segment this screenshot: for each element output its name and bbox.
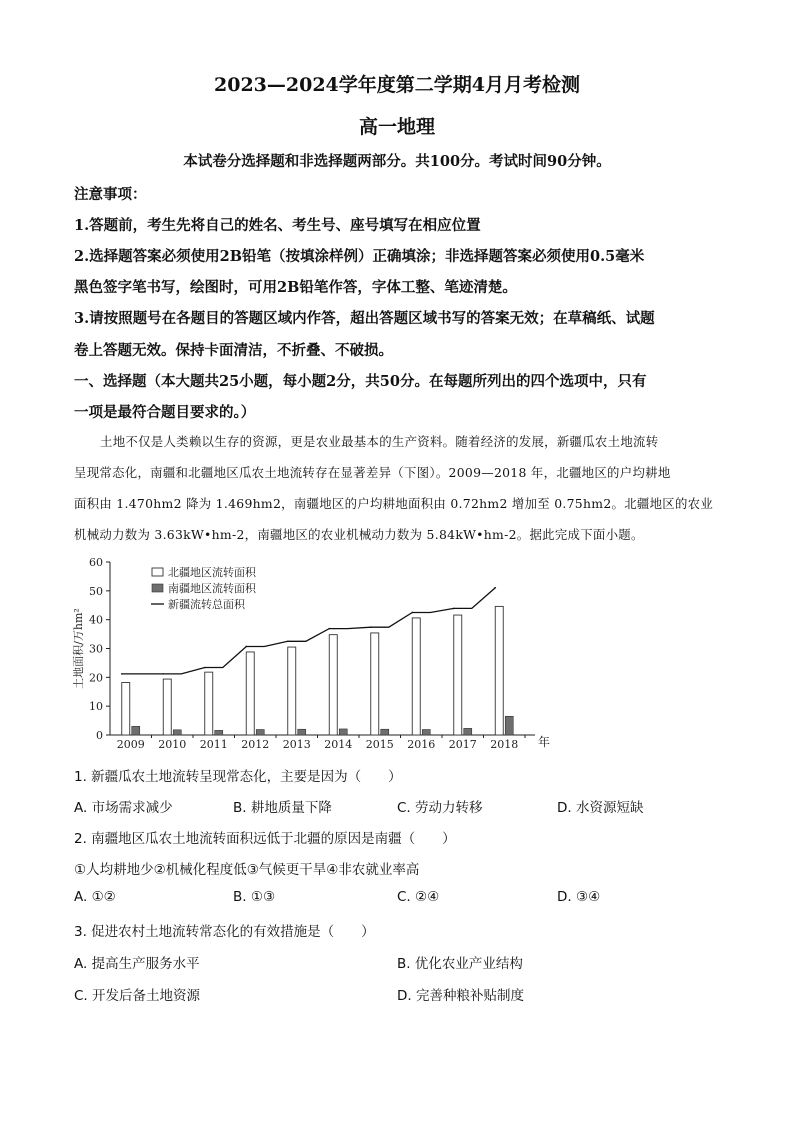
option-d[interactable]: D. 完善种粮补贴制度 <box>397 988 524 1004</box>
question-stem: 3. 促进农村土地流转常态化的有效措施是（ ） <box>74 924 375 940</box>
exam-title: 2023—2024学年度第二学期4月月考检测 <box>214 74 580 96</box>
bar-south-2013 <box>298 729 306 735</box>
bar-south-2018 <box>505 716 513 735</box>
option-b[interactable]: B. 耕地质量下降 <box>233 800 332 816</box>
line-total-point <box>328 628 330 630</box>
line-total-point <box>370 626 372 628</box>
legend-swatch-north <box>152 568 163 576</box>
y-tick-label: 20 <box>89 671 103 685</box>
line-total-point <box>162 673 164 675</box>
x-tick-label: 2016 <box>407 738 436 751</box>
passage-line: 机械动力数为 3.63kW•hm-2，南疆地区的农业机械动力数为 5.84kW•hm-2。据此完成下面小题。 <box>74 527 644 542</box>
line-total-point <box>494 587 496 589</box>
notice-line: 2.选择题答案必须使用2B铅笔（按填涂样例）正确填涂；非选择题答案必须使用0.5毫米 <box>74 248 645 265</box>
passage-line: 面积由 1.470hm2 降为 1.469hm2，南疆地区的户均耕地面积由 0.72hm2 增加至 0.75hm2。北疆地区的农业 <box>74 496 714 511</box>
notice-line: 1.答题前，考生先将自己的姓名、考生号、座号填写在相应位置 <box>74 217 481 234</box>
option-c[interactable]: C. 劳动力转移 <box>397 800 483 816</box>
y-axis-label: 土地面积/万hm² <box>72 608 85 689</box>
line-total-point <box>204 667 206 669</box>
x-tick-label: 2010 <box>158 738 187 751</box>
section-heading-cont: 一项是最符合题目要求的。） <box>74 404 256 421</box>
option-d[interactable]: D. 水资源短缺 <box>557 800 644 816</box>
line-total-point <box>245 646 247 648</box>
notice-line: 卷上答题无效。保持卡面清洁，不折叠、不破损。 <box>74 342 393 359</box>
legend-label-south: 南疆地区流转面积 <box>168 582 256 595</box>
y-tick-label: 60 <box>89 556 103 569</box>
legend-label-north: 北疆地区流转面积 <box>168 566 256 579</box>
bar-south-2011 <box>215 730 223 735</box>
y-tick-label: 10 <box>89 700 103 714</box>
x-tick-label: 2009 <box>116 738 145 751</box>
option-a[interactable]: A. ①② <box>74 889 116 905</box>
x-tick-label: 2014 <box>324 738 353 751</box>
exam-intro: 本试卷分选择题和非选择题两部分。共100分。考试时间90分钟。 <box>183 153 611 170</box>
option-b[interactable]: B. ①③ <box>233 889 276 905</box>
question-choices: ①人均耕地少②机械化程度低③气候更干旱④非农就业率高 <box>74 862 420 878</box>
bar-south-2016 <box>422 730 430 735</box>
bar-north-2017 <box>454 615 462 735</box>
y-tick-label: 0 <box>96 729 103 742</box>
bar-north-2009 <box>122 683 130 735</box>
question-stem: 2. 南疆地区瓜农土地流转面积远低于北疆的原因是南疆（ ） <box>74 831 456 847</box>
subject-title: 高一地理 <box>358 116 435 138</box>
x-axis-label: 年 <box>538 735 550 749</box>
bar-south-2009 <box>132 726 140 735</box>
legend-label-total: 新疆流转总面积 <box>168 598 245 611</box>
land-transfer-chart <box>70 552 550 757</box>
bar-north-2013 <box>288 647 296 735</box>
legend-swatch-south <box>152 584 163 592</box>
option-d[interactable]: D. ③④ <box>557 889 601 905</box>
x-tick-label: 2017 <box>448 738 477 751</box>
bar-south-2012 <box>256 730 264 735</box>
y-tick-label: 40 <box>89 613 103 627</box>
notice-heading: 注意事项： <box>74 186 147 203</box>
bar-north-2012 <box>246 652 254 735</box>
option-b[interactable]: B. 优化农业产业结构 <box>397 956 523 972</box>
option-c[interactable]: C. 开发后备土地资源 <box>74 988 201 1004</box>
x-tick-label: 2012 <box>241 738 270 751</box>
bar-north-2018 <box>495 606 503 735</box>
passage-line: 土地不仅是人类赖以生存的资源，更是农业最基本的生产资料。随着经济的发展，新疆瓜农土地流转 <box>100 434 659 449</box>
bar-south-2015 <box>381 729 389 735</box>
section-heading: 一、选择题（本大题共25小题，每小题2分，共50分。在每题所列出的四个选项中，只有 <box>74 373 647 390</box>
bar-north-2014 <box>329 635 337 735</box>
question-stem: 1. 新疆瓜农土地流转呈现常态化，主要是因为（ ） <box>74 769 402 785</box>
option-c[interactable]: C. ②④ <box>397 889 440 905</box>
option-a[interactable]: A. 提高生产服务水平 <box>74 956 200 972</box>
line-total-point <box>411 612 413 614</box>
line-total-point <box>121 673 123 675</box>
bar-north-2010 <box>163 679 171 735</box>
bar-south-2017 <box>464 728 472 735</box>
line-total-point <box>453 608 455 610</box>
bar-south-2014 <box>339 729 347 735</box>
passage-line: 呈现常态化，南疆和北疆地区瓜农土地流转存在显著差异（下图）。2009—2018 年，北疆地区的户均耕地 <box>74 465 671 480</box>
line-total-point <box>287 640 289 642</box>
option-a[interactable]: A. 市场需求减少 <box>74 800 173 816</box>
y-tick-label: 50 <box>89 584 103 598</box>
x-tick-label: 2013 <box>282 738 311 751</box>
x-tick-label: 2011 <box>199 738 228 751</box>
x-tick-label: 2018 <box>490 738 519 751</box>
notice-line: 3.请按照题号在各题目的答题区域内作答，超出答题区域书写的答案无效；在草稿纸、试题 <box>74 310 655 327</box>
notice-line: 黑色签字笔书写，绘图时，可用2B铅笔作答，字体工整、笔迹清楚。 <box>74 279 517 296</box>
y-tick-label: 30 <box>89 642 103 656</box>
bar-north-2015 <box>371 633 379 735</box>
bar-north-2016 <box>412 618 420 735</box>
bar-south-2010 <box>173 730 181 735</box>
x-tick-label: 2015 <box>365 738 394 751</box>
bar-north-2011 <box>205 672 213 735</box>
